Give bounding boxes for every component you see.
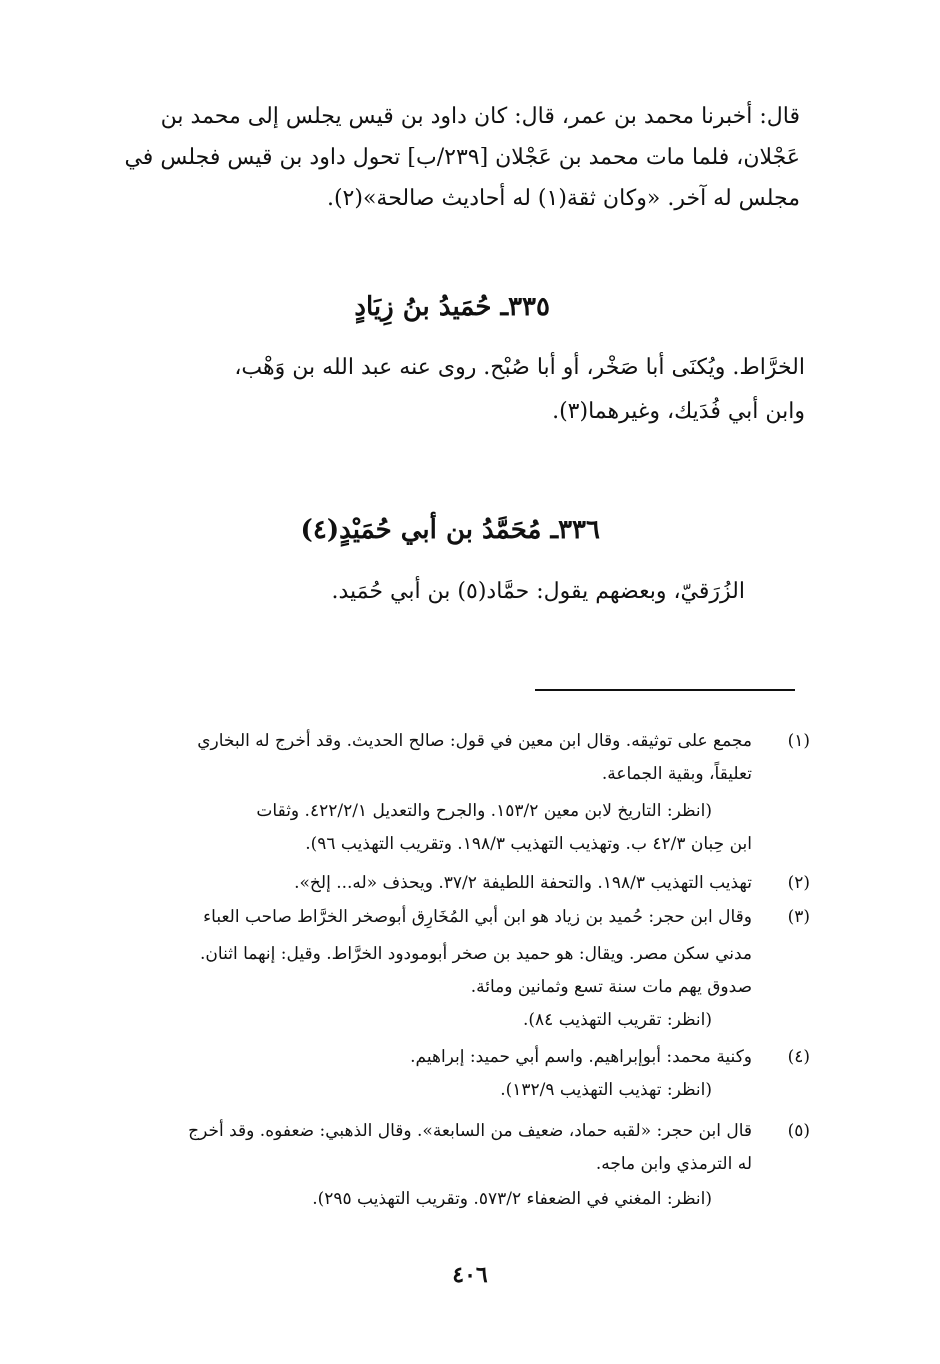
paragraph-line: مجلس له آخر. «وكان ثقة(١) له أحاديث صالحة»(٢).: [326, 186, 800, 211]
footnote-line: وقال ابن حجر: حُميد بن زياد هو ابن أبي المُخَارِق أبوصخر الخرَّاط صاحب العباء: [203, 907, 752, 927]
entry-line: الخرَّاط. ويُكنَى أبا صَخْر، أو أبا صُبْح. روى عنه عبد الله بن وَهْب،: [234, 355, 805, 380]
footnote-line: قال ابن حجر: «لقبه حماد، ضعيف من السابعة». وقال الذهبي: ضعفوه. وقد أخرج: [188, 1121, 752, 1141]
footnote-line: (انظر: تهذيب التهذيب ١٣٢/٩).: [500, 1080, 712, 1100]
entry-335-heading: ٣٣٥ـ حُمَيدُ بنُ زِيَادٍ: [354, 292, 550, 322]
entry-335-body: [100, 346, 805, 434]
footnote-line: له الترمذي وابن ماجه.: [595, 1154, 752, 1174]
footnote-line: (انظر: المغني في الضعفاء ٥٧٣/٢. وتقريب التهذيب ٢٩٥).: [312, 1189, 712, 1209]
footnote-number: (٢): [787, 873, 810, 893]
entry-336-heading: ٣٣٦ـ مُحَمَّدُ بن أبي حُمَيْدٍ(٤): [300, 515, 600, 545]
footnote-line: تعليقاً، وبقية الجماعة.: [601, 764, 752, 784]
paragraph-line: قال: أخبرنا محمد بن عمر، قال: كان داود بن قيس يجلس إلى محمد بن: [160, 104, 800, 129]
entry-336-body: الزُرَقيّ، وبعضهم يقول: حمَّاد(٥) بن أبي حُمَيد.: [331, 579, 745, 604]
footnote-line: تهذيب التهذيب ١٩٨/٣. والتحفة اللطيفة ٣٧/٢. ويحذف «له... إلخ».: [294, 873, 752, 893]
footnote-line: ابن حِبان ٤٢/٣ ب. وتهذيب التهذيب ١٩٨/٣. وتقريب التهذيب ٩٦).: [305, 834, 752, 854]
footnote-separator: [535, 689, 795, 691]
opening-paragraph: [100, 96, 800, 219]
page-number: ٤٠٦: [452, 1262, 488, 1288]
entry-line: وابن أبي فُدَيك، وغيرهما(٣).: [552, 399, 805, 424]
footnote-line: وكنية محمد: أبوإبراهيم. واسم أبي حميد: إبراهيم.: [410, 1047, 752, 1067]
footnote-number: (٥): [787, 1121, 810, 1141]
footnote-number: (١): [787, 731, 810, 751]
footnote-number: (٣): [787, 907, 810, 927]
footnote-number: (٤): [787, 1047, 810, 1067]
footnote-line: مدني سكن مصر. ويقال: هو حميد بن صخر أبومودود الخرَّاط. وقيل: إنهما اثنان.: [200, 944, 752, 964]
footnote-line: صدوق يهم مات سنة تسع وثمانين ومائة.: [470, 977, 752, 997]
footnote-line: (انظر: التاريخ لابن معين ١٥٣/٢. والجرح والتعديل ٤٢٢/٢/١. وثقات: [256, 801, 712, 821]
paragraph-line: عَجْلان، فلما مات محمد بن عَجْلان [٢٣٩/ب] تحول داود بن قيس فجلس في: [124, 145, 800, 170]
footnote-line: (انظر: تقريب التهذيب ٨٤).: [522, 1010, 712, 1030]
footnote-line: مجمع على توثيقه. وقال ابن معين في قول: صالح الحديث. وقد أخرج له البخاري: [197, 731, 752, 751]
